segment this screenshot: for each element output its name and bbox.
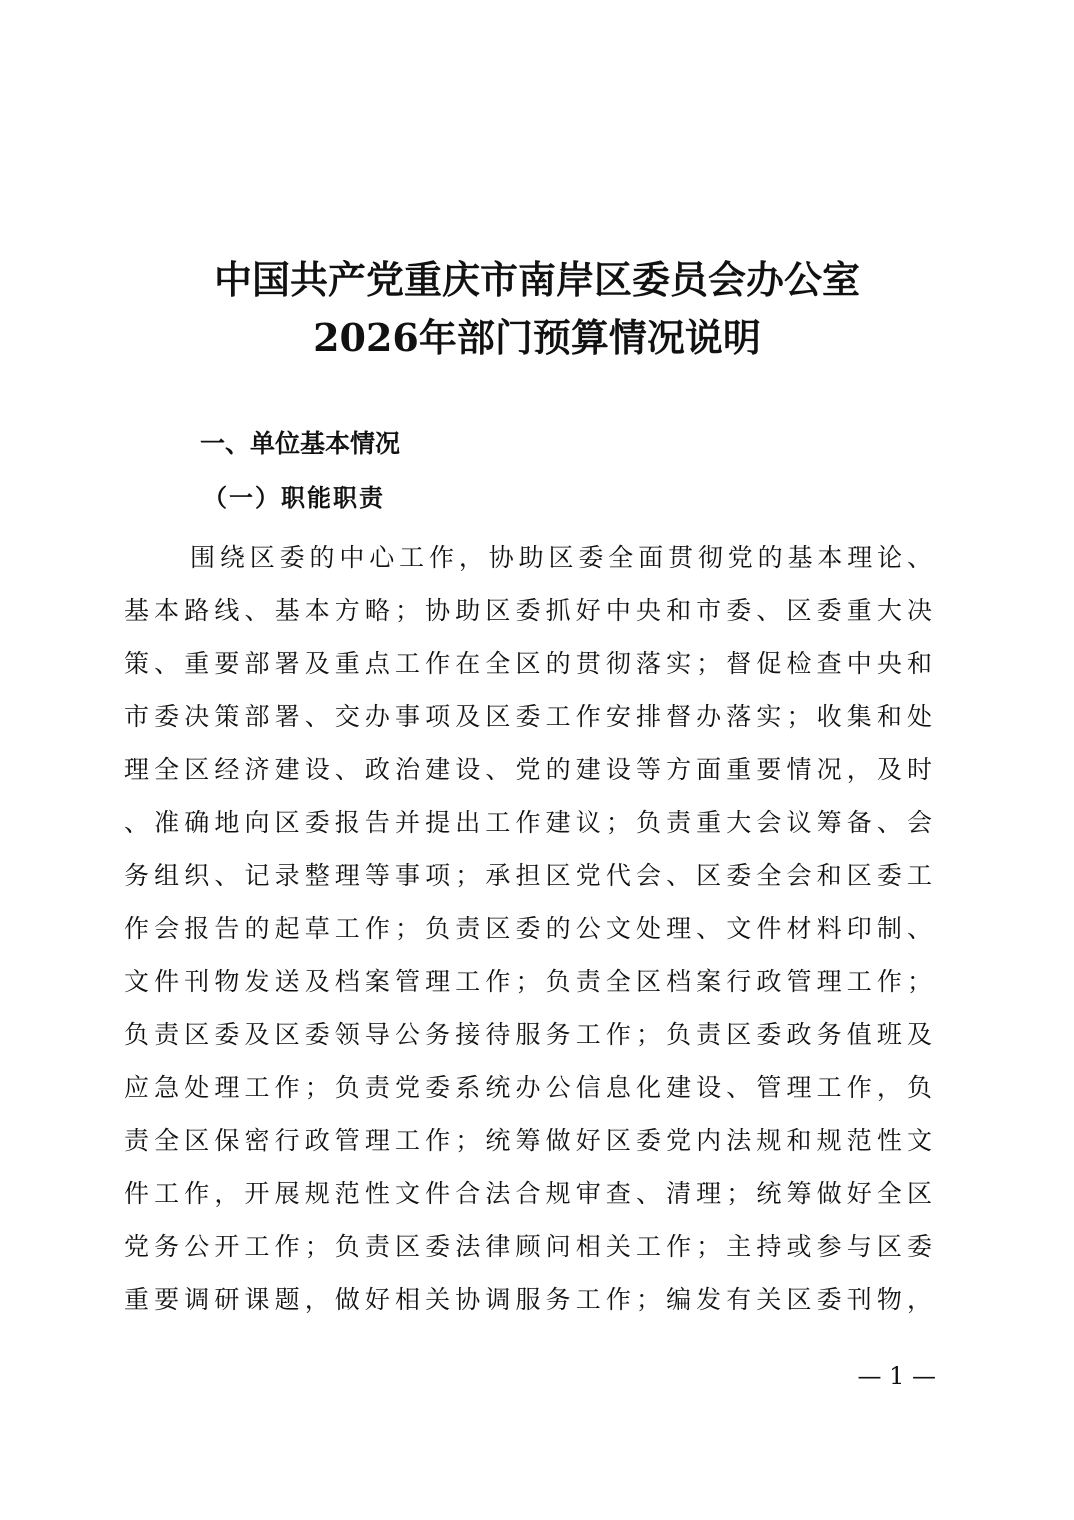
paragraph-line: 市委决策部署、交办事项及区委工作安排督办落实；收集和处 bbox=[124, 702, 932, 731]
paragraph-line: 重要调研课题，做好相关协调服务工作；编发有关区委刊物， bbox=[124, 1285, 932, 1314]
paragraph-line: 策、重要部署及重点工作在全区的贯彻落实；督促检查中央和 bbox=[124, 649, 932, 678]
paragraph-line: 围绕区委的中心工作，协助区委全面贯彻党的基本理论、 bbox=[190, 543, 932, 572]
paragraph-line: 、准确地向区委报告并提出工作建议；负责重大会议筹备、会 bbox=[124, 808, 932, 837]
page-number: — 1 — bbox=[857, 1362, 936, 1390]
paragraph-line: 责全区保密行政管理工作；统筹做好区委党内法规和规范性文 bbox=[124, 1126, 932, 1155]
paragraph-line: 理全区经济建设、政治建设、党的建设等方面重要情况，及时 bbox=[124, 755, 932, 784]
paragraph-line: 党务公开工作；负责区委法律顾问相关工作；主持或参与区委 bbox=[124, 1232, 932, 1261]
document-title-line-1: 中国共产党重庆市南岸区委员会办公室 bbox=[213, 257, 860, 302]
document-title-line-2: 2026年部门预算情况说明 bbox=[313, 315, 761, 360]
subsection-heading: （一）职能职责 bbox=[203, 484, 385, 512]
paragraph-line: 基本路线、基本方略；协助区委抓好中央和市委、区委重大决 bbox=[124, 596, 932, 625]
section-heading: 一、单位基本情况 bbox=[200, 429, 401, 458]
paragraph-line: 作会报告的起草工作；负责区委的公文处理、文件材料印制、 bbox=[124, 914, 932, 943]
paragraph-line: 文件刊物发送及档案管理工作；负责全区档案行政管理工作； bbox=[124, 967, 932, 996]
paragraph-line: 件工作，开展规范性文件合法合规审查、清理；统筹做好全区 bbox=[124, 1179, 932, 1208]
paragraph-line: 负责区委及区委领导公务接待服务工作；负责区委政务值班及 bbox=[124, 1020, 932, 1049]
paragraph-line: 应急处理工作；负责党委系统办公信息化建设、管理工作，负 bbox=[124, 1073, 932, 1102]
body-paragraph bbox=[124, 531, 932, 1326]
paragraph-line: 务组织、记录整理等事项；承担区党代会、区委全会和区委工 bbox=[124, 861, 932, 890]
